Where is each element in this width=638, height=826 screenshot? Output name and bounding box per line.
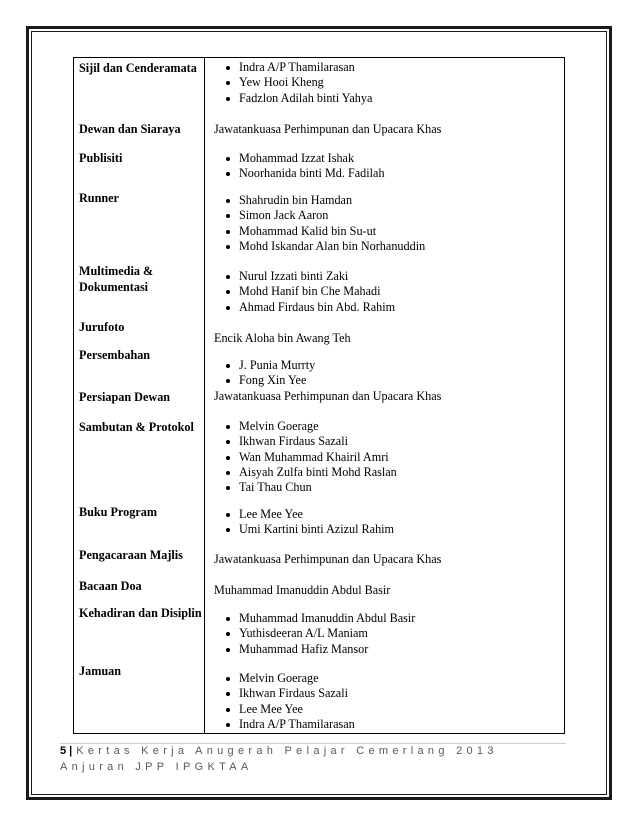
list-item: Mohammad Kalid bin Su-ut: [214, 224, 425, 239]
list-item: Fadzlon Adilah binti Yahya: [214, 91, 372, 106]
member-list: [214, 611, 415, 657]
role-label: Jurufoto: [79, 320, 125, 334]
committee-table: [73, 57, 565, 734]
list-item: Lee Mee Yee: [214, 507, 394, 522]
list-item: Yuthisdeeran A/L Maniam: [214, 626, 415, 641]
member-list: [214, 419, 397, 495]
footer-line-2: Anjuran JPP IPGKTAA: [60, 760, 253, 773]
role-label: Runner: [79, 191, 119, 205]
member-list: [214, 358, 315, 389]
list-item: Umi Kartini binti Azizul Rahim: [214, 522, 394, 537]
list-item: Mohammad Izzat Ishak: [214, 151, 385, 166]
member-list: [214, 269, 395, 315]
role-label: Jamuan: [79, 664, 121, 678]
list-item: Noorhanida binti Md. Fadilah: [214, 166, 385, 181]
footer-title: Kertas Kerja Anugerah Pelajar Cemerlang 2013: [76, 745, 498, 757]
member-list: [214, 60, 372, 106]
list-item: Indra A/P Thamilarasan: [214, 717, 355, 732]
role-label: Sambutan & Protokol: [79, 420, 194, 434]
member-list: [214, 507, 394, 538]
role-label: Publisiti: [79, 151, 123, 165]
list-item: Melvin Goerage: [214, 419, 397, 434]
member-list: [214, 671, 355, 732]
role-label: Sijil dan Cenderamata: [79, 61, 197, 75]
member-text: Jawatankuasa Perhimpunan dan Upacara Khas: [214, 552, 442, 566]
role-label: Buku Program: [79, 505, 157, 519]
role-label: Persembahan: [79, 348, 151, 362]
list-item: Ikhwan Firdaus Sazali: [214, 434, 397, 449]
member-text: Encik Aloha bin Awang Teh: [214, 331, 351, 345]
role-label: Kehadiran dan Disiplin: [79, 606, 202, 620]
role-label: Bacaan Doa: [79, 579, 142, 593]
member-text: Muhammad Imanuddin Abdul Basir: [214, 583, 391, 597]
list-item: Melvin Goerage: [214, 671, 355, 686]
list-item: Ahmad Firdaus bin Abd. Rahim: [214, 300, 395, 315]
list-item: Fong Xin Yee: [214, 373, 315, 388]
member-text: Jawatankuasa Perhimpunan dan Upacara Khas: [214, 122, 442, 136]
page-footer: [60, 744, 566, 775]
list-item: Aisyah Zulfa binti Mohd Raslan: [214, 465, 397, 480]
list-item: Muhammad Hafiz Mansor: [214, 642, 415, 657]
member-text: Jawatankuasa Perhimpunan dan Upacara Khas: [214, 389, 442, 403]
list-item: Muhammad Imanuddin Abdul Basir: [214, 611, 415, 626]
role-label: Pengacaraan Majlis: [79, 548, 183, 562]
list-item: J. Punia Murrty: [214, 358, 315, 373]
role-label: Dewan dan Siaraya: [79, 122, 181, 136]
footer-separator: |: [69, 745, 73, 757]
role-label: Multimedia & Dokumentasi: [79, 264, 154, 294]
list-item: Simon Jack Aaron: [214, 208, 425, 223]
list-item: Wan Muhammad Khairil Amri: [214, 450, 397, 465]
member-list: [214, 151, 385, 182]
page-number: 5: [60, 745, 67, 757]
list-item: Mohd Hanif bin Che Mahadi: [214, 284, 395, 299]
list-item: Tai Thau Chun: [214, 480, 397, 495]
list-item: Shahrudin bin Hamdan: [214, 193, 425, 208]
footer-line-1: [60, 744, 566, 760]
list-item: Ikhwan Firdaus Sazali: [214, 686, 355, 701]
list-item: Yew Hooi Kheng: [214, 75, 372, 90]
column-divider: [204, 58, 205, 733]
list-item: Mohd Iskandar Alan bin Norhanuddin: [214, 239, 425, 254]
role-label: Persiapan Dewan: [79, 390, 171, 404]
list-item: Nurul Izzati binti Zaki: [214, 269, 395, 284]
list-item: Indra A/P Thamilarasan: [214, 60, 372, 75]
member-list: [214, 193, 425, 254]
list-item: Lee Mee Yee: [214, 702, 355, 717]
